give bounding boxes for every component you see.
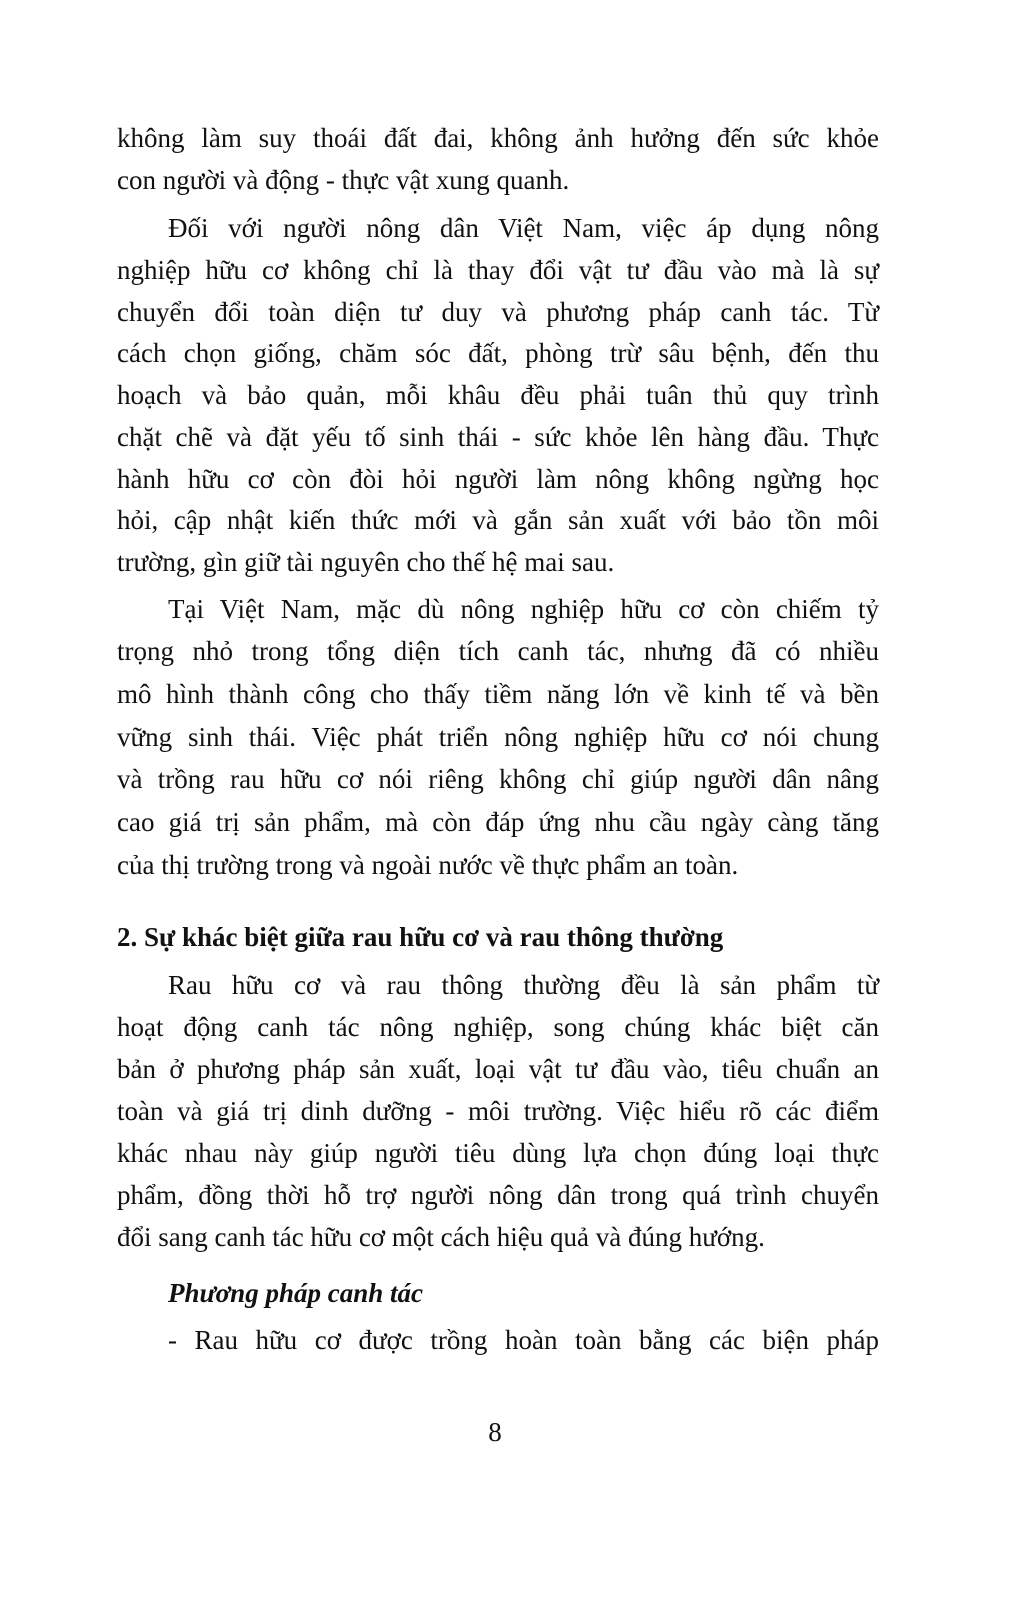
text-line: hỏi, cập nhật kiến thức mới và gắn sản xuất với bảo tồn môi [117,505,879,535]
text-line: trường, gìn giữ tài nguyên cho thế hệ mai sau. [117,547,615,577]
text-line: mô hình thành công cho thấy tiềm năng lớn về kinh tế và bền [117,679,879,709]
text-line: toàn và giá trị dinh dưỡng - môi trường. Việc hiểu rõ các điểm [117,1096,879,1126]
text-line: chuyển đổi toàn diện tư duy và phương pháp canh tác. Từ [117,297,879,327]
text-line: Tại Việt Nam, mặc dù nông nghiệp hữu cơ còn chiếm tỷ [168,594,879,624]
text-line: bản ở phương pháp sản xuất, loại vật tư đầu vào, tiêu chuẩn an [117,1054,879,1084]
text-line: phẩm, đồng thời hỗ trợ người nông dân trong quá trình chuyển [117,1180,879,1210]
text-line: khác nhau này giúp người tiêu dùng lựa chọn đúng loại thực [117,1138,879,1168]
page-number: 8 [488,1417,502,1447]
text-line: hoạch và bảo quản, mỗi khâu đều phải tuân thủ quy trình [117,380,879,410]
text-line: hoạt động canh tác nông nghiệp, song chúng khác biệt căn [117,1012,879,1042]
text-line: hành hữu cơ còn đòi hỏi người làm nông không ngừng học [117,464,879,494]
text-line: trọng nhỏ trong tổng diện tích canh tác, nhưng đã có nhiều [117,636,879,666]
text-line: Rau hữu cơ và rau thông thường đều là sản phẩm từ [168,970,879,1000]
subsection-heading: Phương pháp canh tác [168,1278,423,1308]
text-line: - Rau hữu cơ được trồng hoàn toàn bằng các biện pháp [168,1325,879,1355]
section-heading: 2. Sự khác biệt giữa rau hữu cơ và rau thông thường [117,922,724,952]
text-line: con người và động - thực vật xung quanh. [117,165,570,195]
text-line: đổi sang canh tác hữu cơ một cách hiệu quả và đúng hướng. [117,1222,765,1252]
text-line: và trồng rau hữu cơ nói riêng không chỉ giúp người dân nâng [117,764,879,794]
text-line: vững sinh thái. Việc phát triển nông nghiệp hữu cơ nói chung [117,722,879,752]
text-line: chặt chẽ và đặt yếu tố sinh thái - sức khỏe lên hàng đầu. Thực [117,422,879,452]
text-line: cao giá trị sản phẩm, mà còn đáp ứng nhu cầu ngày càng tăng [117,807,879,837]
text-line: của thị trường trong và ngoài nước về thực phẩm an toàn. [117,850,739,880]
text-line: Đối với người nông dân Việt Nam, việc áp dụng nông [168,213,879,243]
text-line: cách chọn giống, chăm sóc đất, phòng trừ sâu bệnh, đến thu [117,338,879,368]
text-line: không làm suy thoái đất đai, không ảnh hưởng đến sức khỏe [117,123,879,153]
text-line: nghiệp hữu cơ không chỉ là thay đổi vật tư đầu vào mà là sự [117,255,879,285]
